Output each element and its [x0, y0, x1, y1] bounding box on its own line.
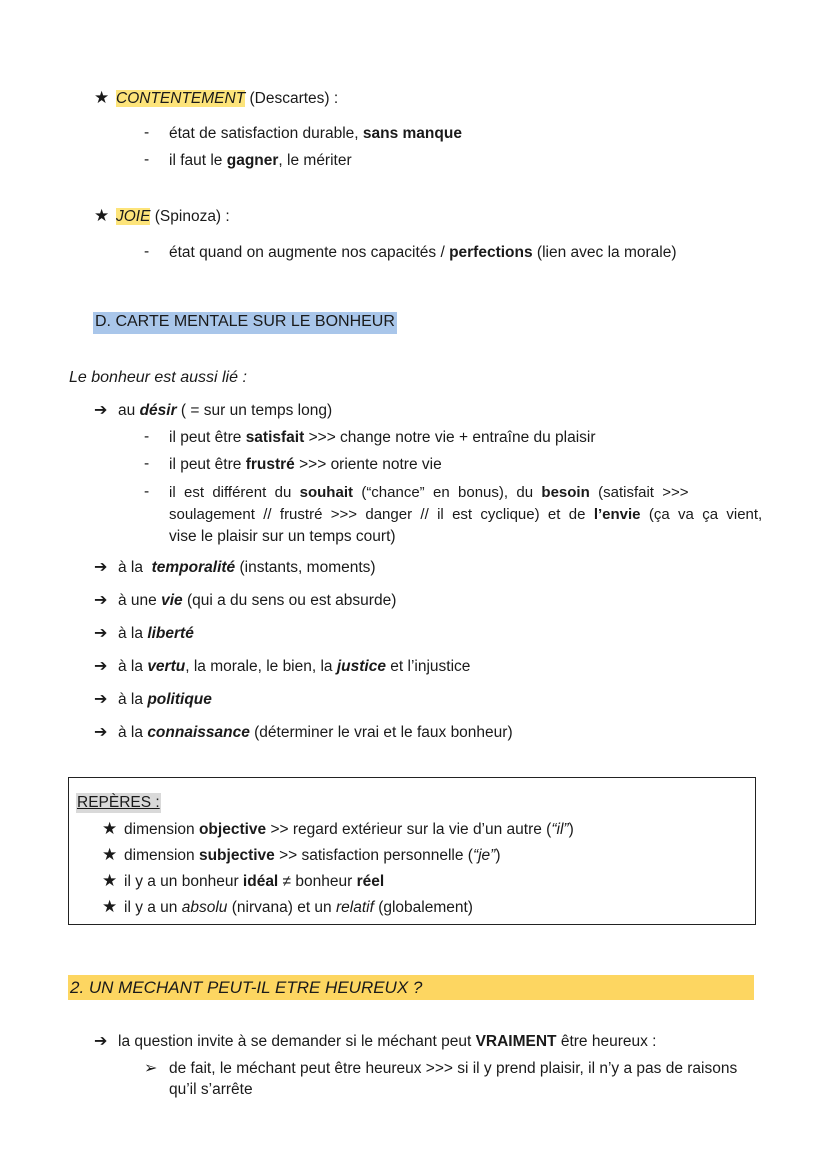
contentement-bullet-2 — [169, 151, 352, 171]
link-connaissance — [94, 723, 513, 743]
desir-sub-1 — [169, 428, 596, 448]
bold-text: frustré — [245, 456, 295, 473]
term: justice — [336, 658, 386, 675]
term: politique — [147, 691, 212, 708]
link-temporalite — [94, 558, 376, 578]
text: ) — [495, 847, 501, 864]
text: au — [118, 402, 140, 419]
text: (ça va ça vient, — [640, 506, 763, 523]
italic-text: relatif — [335, 899, 374, 916]
bold-text: gagner — [226, 152, 279, 169]
text: (instants, moments) — [235, 559, 376, 576]
arrow-right-icon: ➔ — [94, 625, 108, 642]
contentement-bullet-1 — [169, 124, 462, 144]
dash-bullet: - — [144, 243, 150, 260]
text: (lien avec la morale) — [532, 244, 677, 261]
text: (satisfait >>> — [589, 484, 689, 501]
star-icon: ★ — [102, 845, 118, 864]
joie-heading — [94, 206, 230, 227]
text: il faut le — [169, 152, 227, 169]
contentement-heading — [94, 88, 338, 109]
contentement-term: CONTENTEMENT — [116, 90, 246, 107]
desir-sub-3-line-2 — [169, 505, 762, 525]
text: (nirvana) et un — [227, 899, 336, 916]
joie-bullet-1 — [169, 243, 676, 263]
text: à la — [118, 559, 152, 576]
text: ≠ bonheur — [278, 873, 357, 890]
italic-text: “je” — [472, 847, 496, 864]
text: >>> oriente notre vie — [294, 456, 442, 473]
link-vertu — [94, 657, 470, 677]
italic-text: absolu — [181, 899, 228, 916]
text: état de satisfaction durable, — [169, 125, 363, 142]
term: liberté — [147, 625, 194, 642]
text: (déterminer le vrai et le faux bonheur) — [249, 724, 513, 741]
desir-sub-3-line-1 — [169, 483, 689, 503]
star-icon: ★ — [94, 88, 110, 107]
arrow-right-icon: ➔ — [94, 559, 108, 576]
text: état quand on augmente nos capacités / — [169, 244, 450, 261]
arrow-right-icon: ➔ — [94, 1033, 108, 1050]
text: à une — [118, 592, 162, 609]
desir-sub-2 — [169, 455, 442, 475]
text: (“chance” en bonus), du — [352, 484, 542, 501]
text: à la — [118, 658, 148, 675]
bold-text: subjective — [198, 847, 275, 864]
bold-text: objective — [198, 821, 267, 838]
link-liberte — [94, 624, 194, 644]
term: vie — [161, 592, 183, 609]
text: (globalement) — [373, 899, 473, 916]
term: temporalité — [151, 559, 236, 576]
dash-bullet: - — [144, 428, 150, 445]
bold-text: besoin — [541, 484, 590, 501]
link-politique — [94, 690, 212, 710]
dash-bullet: - — [144, 124, 150, 141]
arrowhead-icon: ➢ — [144, 1060, 158, 1077]
repere-2 — [102, 845, 501, 866]
repere-4 — [102, 897, 473, 918]
dash-bullet: - — [144, 151, 150, 168]
bold-text: réel — [356, 873, 385, 890]
desir-sub-3-line-3: vise le plaisir sur un temps court) — [169, 528, 396, 545]
text: il y a un — [124, 899, 182, 916]
reperes-title: REPÈRES : — [77, 794, 160, 811]
arrow-right-icon: ➔ — [94, 691, 108, 708]
star-icon: ★ — [102, 819, 118, 838]
text: être heureux : — [556, 1033, 657, 1050]
text: , le mériter — [278, 152, 352, 169]
text: soulagement // frustré >>> danger // il est cyclique) et de — [169, 506, 594, 523]
arrow-right-icon: ➔ — [94, 402, 108, 419]
term: vertu — [147, 658, 186, 675]
bold-text: souhait — [299, 484, 353, 501]
text: dimension — [124, 847, 199, 864]
repere-3 — [102, 871, 384, 892]
joie-term: JOIE — [116, 208, 151, 225]
contentement-author: (Descartes) : — [245, 90, 339, 107]
text: >> satisfaction personnelle ( — [274, 847, 473, 864]
text: il peut être — [169, 456, 246, 473]
bold-text: idéal — [242, 873, 279, 890]
text: , la morale, le bien, la — [185, 658, 337, 675]
text: et l’injustice — [385, 658, 471, 675]
text: dimension — [124, 821, 199, 838]
text: à la — [118, 691, 148, 708]
term: connaissance — [147, 724, 250, 741]
star-icon: ★ — [94, 206, 110, 225]
link-vie — [94, 591, 396, 611]
section-2-sub-1-line-1: de fait, le méchant peut être heureux >>> si il y prend plaisir, il n’y a pas de raisons — [169, 1060, 738, 1077]
star-icon: ★ — [102, 871, 118, 890]
arrow-right-icon: ➔ — [94, 592, 108, 609]
text: (qui a du sens ou est absurde) — [182, 592, 397, 609]
section-2-title: 2. UN MECHANT PEUT-IL ETRE HEUREUX ? — [70, 978, 423, 997]
term: désir — [139, 402, 177, 419]
joie-author: (Spinoza) : — [150, 208, 230, 225]
bold-text: perfections — [449, 244, 533, 261]
repere-1 — [102, 819, 574, 840]
text: la question invite à se demander si le méchant peut — [118, 1033, 476, 1050]
arrow-right-icon: ➔ — [94, 658, 108, 675]
text: il y a un bonheur — [124, 873, 243, 890]
star-icon: ★ — [102, 897, 118, 916]
text: >>> change notre vie + entraîne du plaisir — [304, 429, 596, 446]
text: il peut être — [169, 429, 246, 446]
section-2-question — [94, 1032, 656, 1052]
section-2-sub-1-line-2: qu’il s’arrête — [169, 1081, 253, 1098]
bold-text: VRAIMENT — [475, 1033, 557, 1050]
link-desir — [94, 401, 332, 421]
text: >> regard extérieur sur la vie d’un autre ( — [266, 821, 552, 838]
bold-text: l’envie — [593, 506, 641, 523]
bold-text: sans manque — [362, 125, 462, 142]
text: à la — [118, 724, 148, 741]
intro-text: Le bonheur est aussi lié : — [69, 369, 247, 386]
text: ( = sur un temps long) — [176, 402, 333, 419]
dash-bullet: - — [144, 483, 150, 500]
text: il est différent du — [169, 484, 300, 501]
dash-bullet: - — [144, 455, 150, 472]
bold-text: satisfait — [245, 429, 305, 446]
text: à la — [118, 625, 148, 642]
italic-text: “il” — [551, 821, 569, 838]
section-d-title: D. CARTE MENTALE SUR LE BONHEUR — [93, 312, 397, 334]
arrow-right-icon: ➔ — [94, 724, 108, 741]
text: ) — [568, 821, 574, 838]
